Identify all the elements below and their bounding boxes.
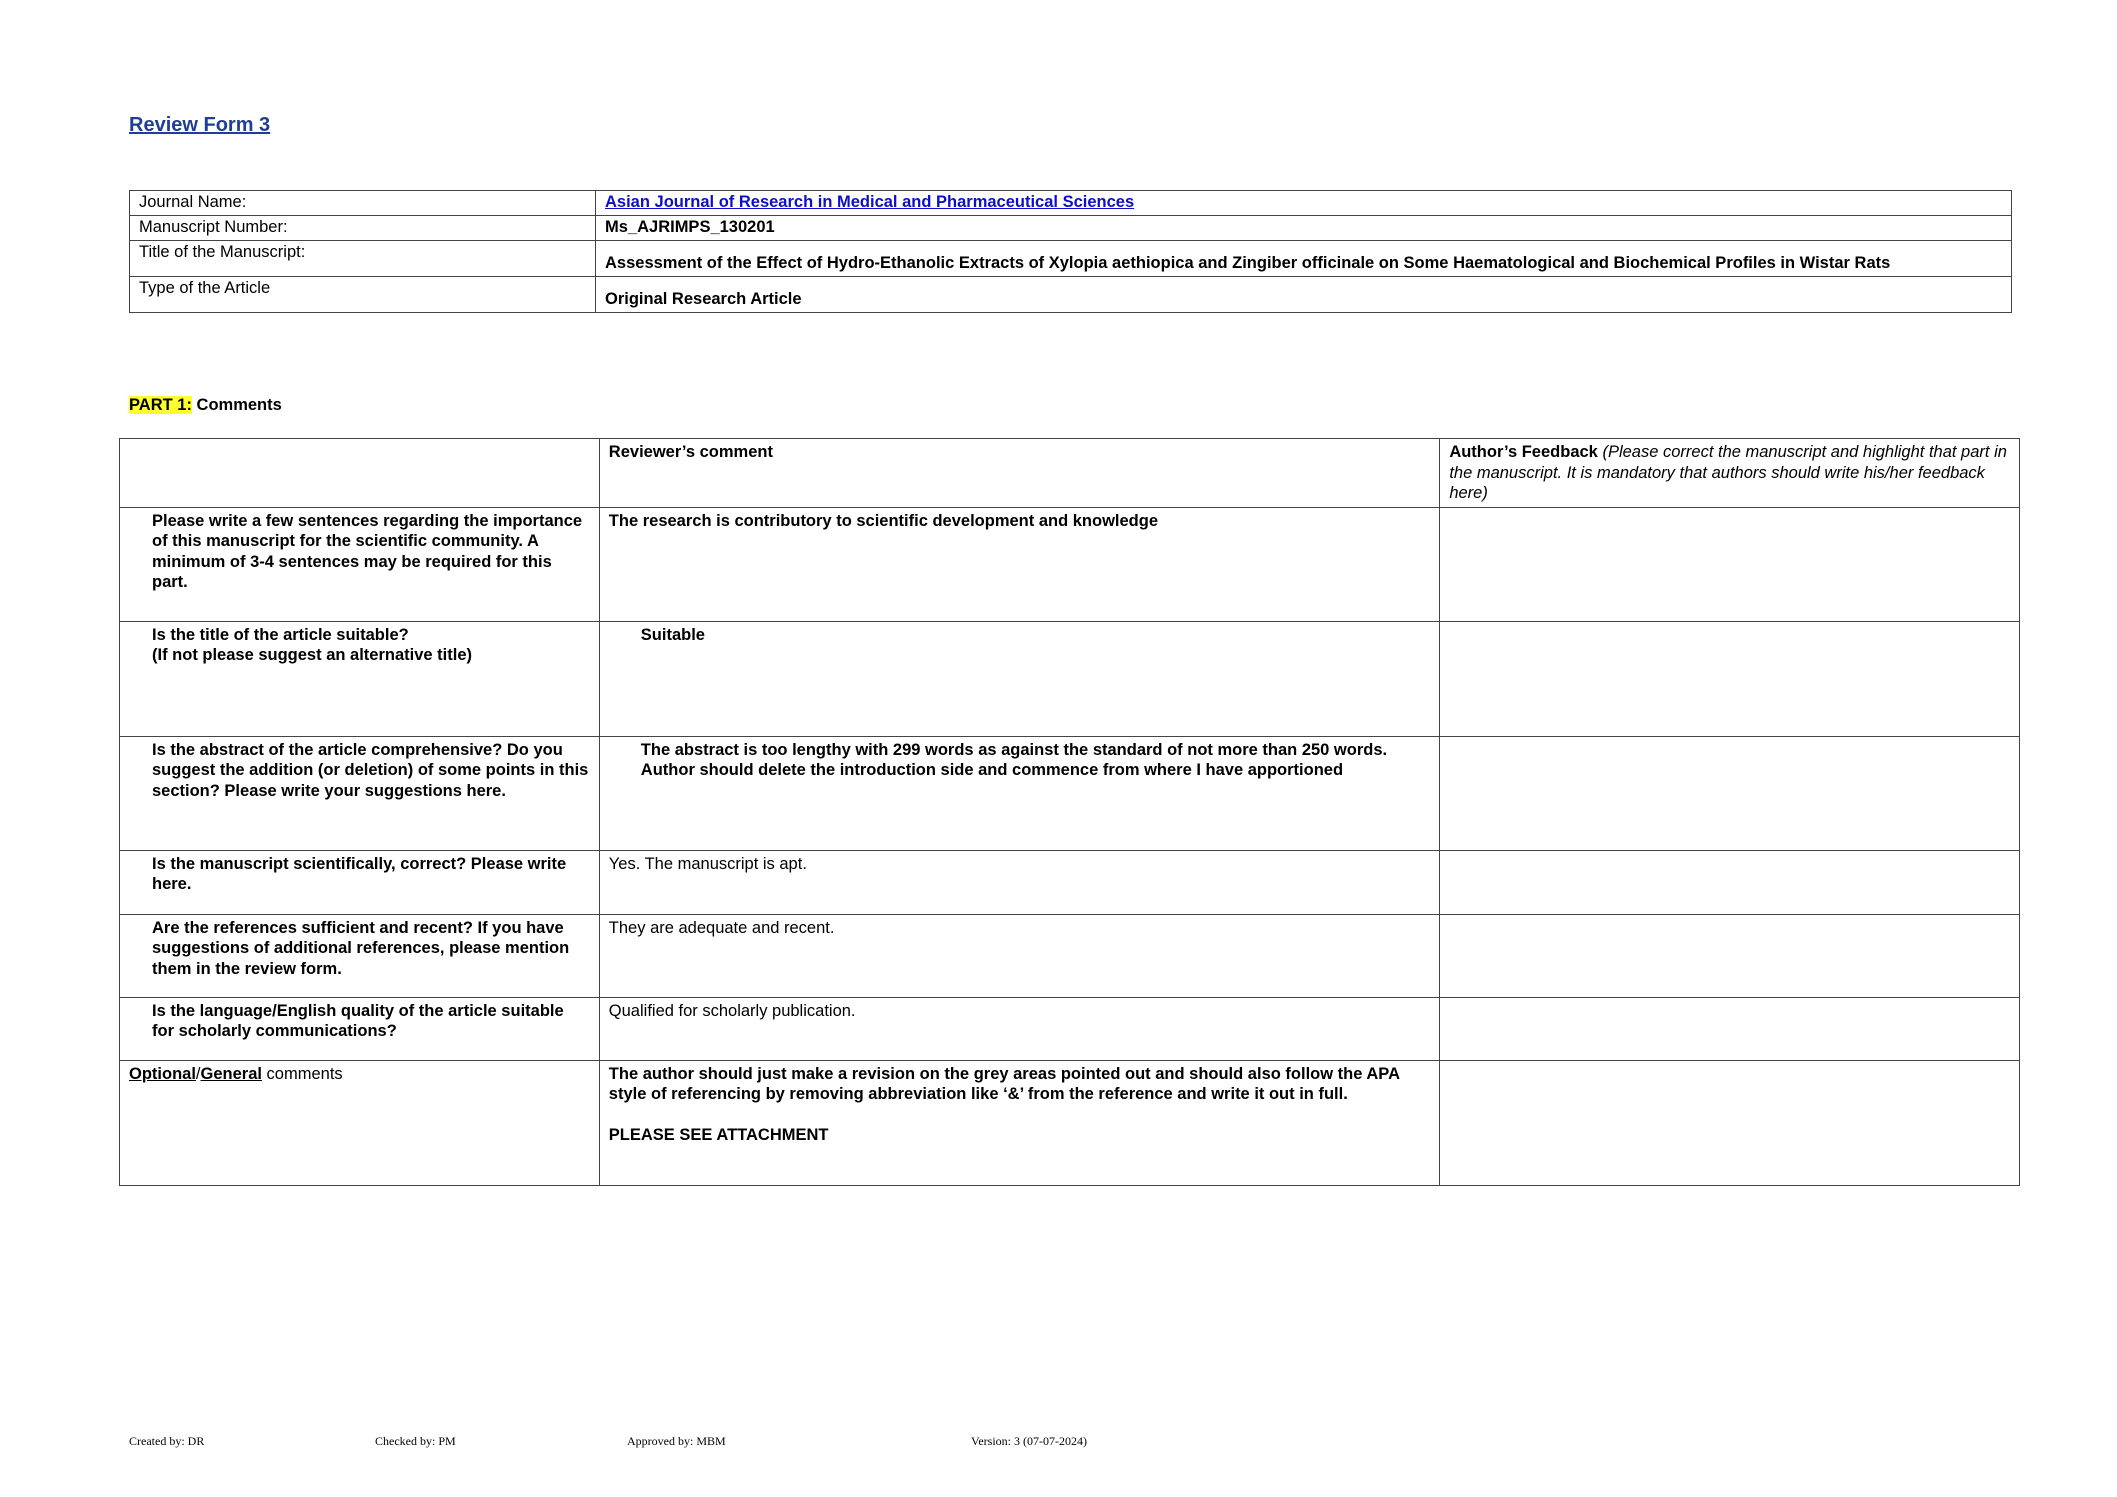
author-feedback-cell[interactable] (1440, 997, 2020, 1060)
author-feedback-header (1440, 439, 2020, 508)
footer-version: Version: 3 (07-07-2024) (971, 1434, 1087, 1448)
general-label: General (200, 1064, 262, 1083)
attachment-note: PLEASE SEE ATTACHMENT (608, 1125, 829, 1144)
manuscript-info-table (129, 190, 2012, 313)
author-feedback-title: Author’s Feedback (1449, 443, 1598, 461)
manuscript-number-row (130, 216, 2012, 241)
author-feedback-cell[interactable] (1440, 914, 2020, 997)
header-row (120, 439, 2020, 508)
author-feedback-cell[interactable] (1440, 507, 2020, 621)
question-scientific: Is the manuscript scientifically, correct? Please write here. (120, 850, 600, 914)
general-comment[interactable] (599, 1060, 1440, 1185)
author-feedback-instructions: (Please correct the manuscript and highlight that part in the manuscript. It is mandatory that authors should write his/her feedback here) (1449, 443, 2007, 502)
manuscript-title-value: Assessment of the Effect of Hydro-Ethanolic Extracts of Xylopia aethiopica and Zingiber officinale on Some Haematological and Biochemical Profiles in Wistar Rats (596, 241, 2012, 277)
question-language: Is the language/English quality of the article suitable for scholarly communications? (120, 997, 600, 1060)
manuscript-title-row (130, 241, 2012, 277)
question-title-line2: (If not please suggest an alternative title) (152, 646, 472, 664)
reviewer-comment-header: Reviewer’s comment (599, 439, 1440, 508)
table-row (120, 914, 2020, 997)
reviewer-comment[interactable]: The abstract is too lengthy with 299 words as against the standard of not more than 250 words. Author should delete the introduction side and commence from where I have apportioned (599, 736, 1440, 850)
manuscript-number-label: Manuscript Number: (130, 216, 596, 241)
table-row (120, 997, 2020, 1060)
author-feedback-cell[interactable] (1440, 850, 2020, 914)
article-type-label: Type of the Article (130, 277, 596, 313)
table-row (120, 736, 2020, 850)
question-abstract: Is the abstract of the article comprehensive? Do you suggest the addition (or deletion) of some points in this section? Please write your suggestions here. (120, 736, 600, 850)
footer-checked: Checked by: PM (375, 1434, 456, 1448)
question-title-line1: Is the title of the article suitable? (152, 625, 409, 644)
reviewer-comment[interactable]: Qualified for scholarly publication. (599, 997, 1440, 1060)
journal-link[interactable]: Asian Journal of Research in Medical and Pharmaceutical Sciences (596, 191, 2012, 216)
table-row (120, 507, 2020, 621)
author-feedback-cell[interactable] (1440, 621, 2020, 736)
general-comment-text: The author should just make a revision on the grey areas pointed out and should also follow the APA style of referencing by removing abbreviation like ‘&’ from the reference and write it out in full. (608, 1064, 1400, 1103)
comments-label: comments (261, 1064, 343, 1083)
comments-table (119, 438, 2020, 1186)
table-row (120, 850, 2020, 914)
reviewer-comment[interactable]: Yes. The manuscript is apt. (599, 850, 1440, 914)
article-type-row (130, 277, 2012, 313)
part1-heading (129, 396, 282, 415)
article-type-value: Original Research Article (596, 277, 2012, 313)
table-row (120, 621, 2020, 736)
manuscript-title-label: Title of the Manuscript: (130, 241, 596, 277)
reviewer-comment[interactable]: Suitable (599, 621, 1440, 736)
form-title: Review Form 3 (129, 114, 271, 136)
reviewer-comment[interactable]: They are adequate and recent. (599, 914, 1440, 997)
footer-approved: Approved by: MBM (627, 1434, 726, 1448)
author-feedback-cell[interactable] (1440, 736, 2020, 850)
question-references: Are the references sufficient and recent? If you have suggestions of additional references, please mention them in the review form. (120, 914, 600, 997)
footer (0, 1434, 2117, 1454)
question-title (120, 621, 600, 736)
manuscript-number-value: Ms_AJRIMPS_130201 (596, 216, 2012, 241)
optional-sep: / (195, 1064, 201, 1083)
optional-label: Optional (129, 1064, 196, 1083)
part1-label: PART 1: (129, 396, 192, 414)
optional-general-label (120, 1060, 600, 1185)
header-empty-cell (120, 439, 600, 508)
journal-label: Journal Name: (130, 191, 596, 216)
reviewer-comment[interactable]: The research is contributory to scientific development and knowledge (599, 507, 1440, 621)
part1-suffix: Comments (191, 396, 282, 414)
optional-comments-row (120, 1060, 2020, 1185)
journal-row (130, 191, 2012, 216)
footer-created: Created by: DR (129, 1434, 205, 1448)
question-importance: Please write a few sentences regarding the importance of this manuscript for the scientific community. A minimum of 3-4 sentences may be required for this part. (120, 507, 600, 621)
author-feedback-cell[interactable] (1440, 1060, 2020, 1185)
